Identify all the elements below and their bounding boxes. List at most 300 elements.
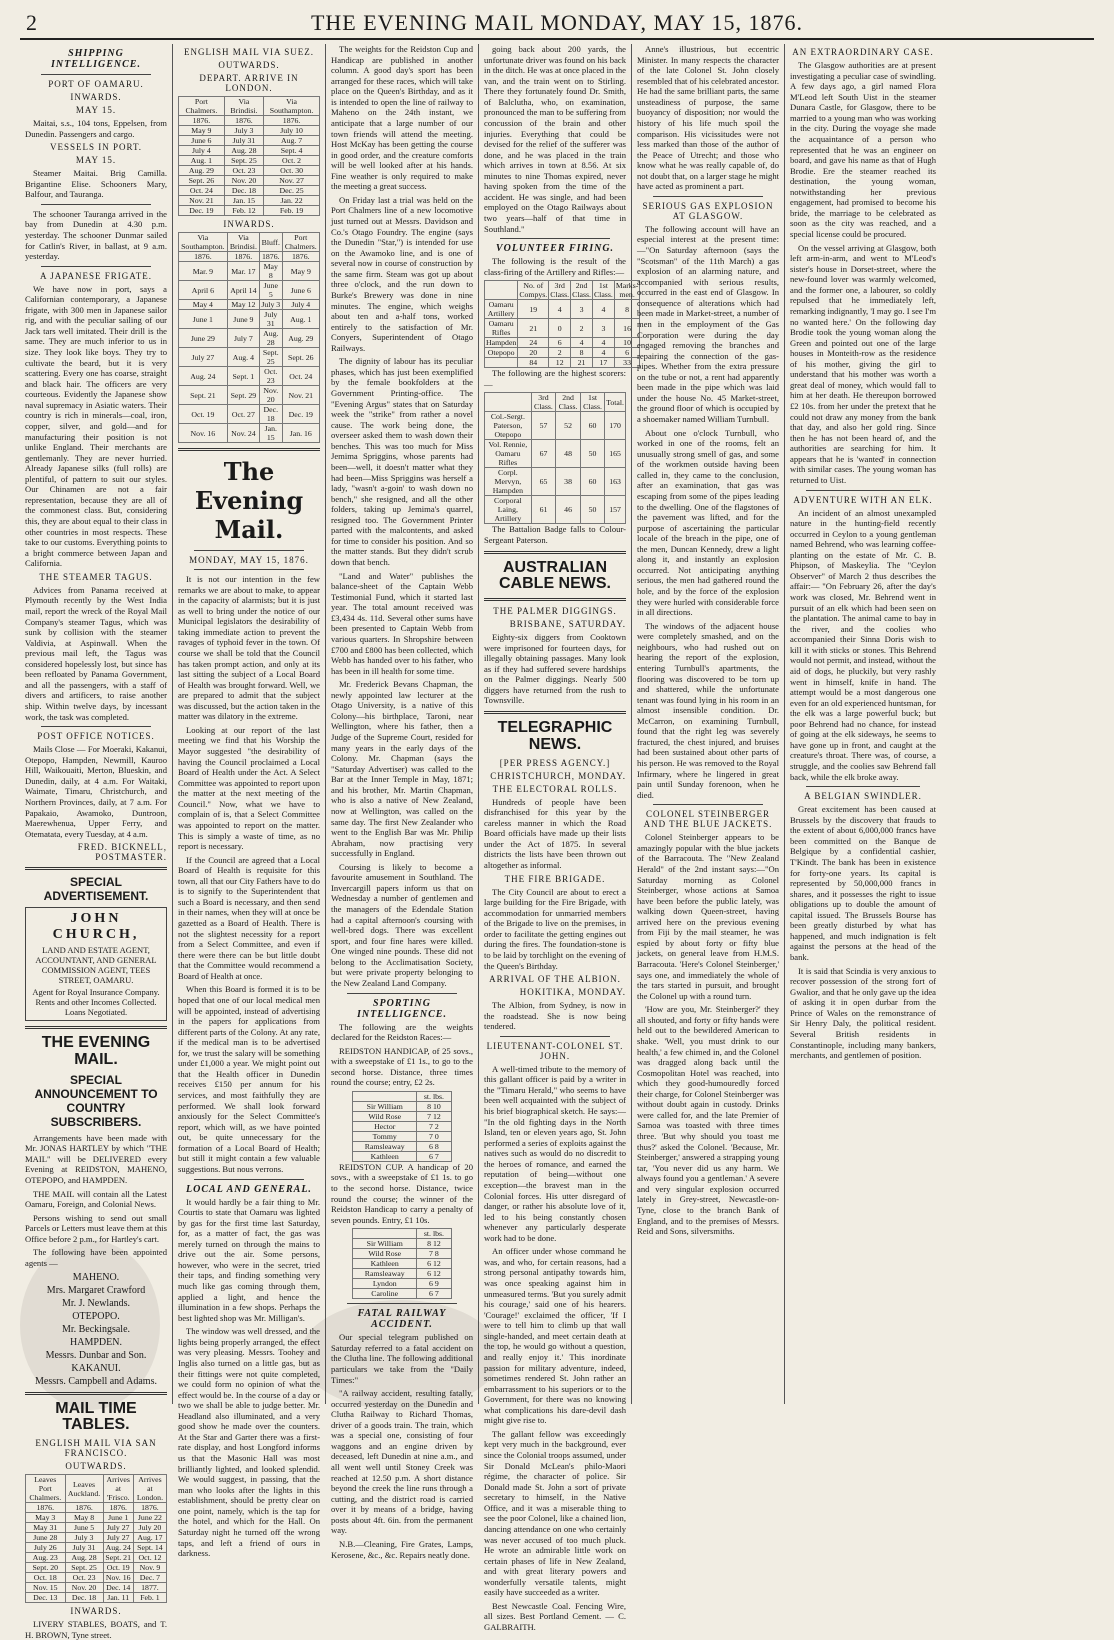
table-row <box>179 424 320 443</box>
table-row <box>353 1259 451 1269</box>
table-cell: July 27 <box>103 1533 133 1543</box>
table-cell: June 28 <box>26 1533 66 1543</box>
table-cell: 20 <box>518 348 549 358</box>
gas-paragraph: The windows of the adjacent house were completely smashed, and on the neighbours, who had rushed out on hearing the report of the explosion, entering Turnbull's apartments, the flooring was discovered to be torn up and shattered, while the unfortunate tenant was found lying in his room in an almost insensible condition. Dr. McCarron, on examining Turnbull, found that the right leg was severely fractured, the chest injured, and bruises had been sustained about other parts of his person. He was removed to the Royal Infirmary, where he lingered in great pain until Sunday forenoon, when he died. <box>637 620 779 800</box>
table-cell: July 27 <box>103 1523 133 1533</box>
st-john-paragraph: An officer under whose command he was, and who, for certain reasons, had a strong personal antipathy towards him, was once speaking against him in unmeasured terms. 'But you surely admit his courage,' said one of his hearers. 'Courage!' exclaimed the officer, 'If I were to tell him to climb up that wall single-handed, and meet certain death at the top, he would go without a question, and really enjoy it.' This inordinate passion for military adventure, indeed, sometimes rendered St. John rather an embarrassment to his superiors or to the Government, for there was no knowing what complications his dare-devil dash might give rise to. <box>484 1246 626 1426</box>
table-row <box>353 1279 451 1289</box>
table-cell: 16 <box>614 319 640 338</box>
post-text: Mails Close — For Moeraki, Kakanui, Otepopo, Hampden, Newmill, Kauroo Hill, Waikouaiti, Merton, Blueskin, and Dunedin, daily, at 4 a.m. For Waitaki, Waimate, Timaru, Christchurch, and Northern Provinces, daily, at 7 a.m. For Papakaio, Awamoko, Duntroon, Maerewhenua, Upper Ferry, and Otematata, every Tuesday, at 4 a.m. <box>25 744 167 839</box>
st-john-paragraph: The gallant fellow was exceedingly kept very much in the background, ever since the Colonial troops assumed, under Sir Donald McLean's philo-Maori régime, the character of police. Sir Donald made St. John a sort of private secretary to himself, in the Native Office, and it was a miserable thing to see the poor Colonel, like a chained lion, dancing attendance on one who certainly was never accused of too much pluck. He wrote an admirable little work on certain phases of life in New Zealand, and with great literary powers and wonderfully versatile talents, might easily have succeeded as a writer. <box>484 1428 626 1598</box>
table-row <box>179 186 320 196</box>
divider <box>41 204 151 205</box>
column-1 <box>20 44 173 1640</box>
table-row <box>179 136 320 146</box>
table-cell: 3 <box>592 319 614 338</box>
sf-table <box>25 1474 167 1603</box>
table-cell: Col.-Sergt. Paterson, Otepopo <box>485 412 532 440</box>
table-cell: Oct. 23 <box>224 166 263 176</box>
table-row <box>179 126 320 136</box>
table-cell: Aug. 28 <box>224 146 263 156</box>
table-cell: Sept. 20 <box>26 1563 66 1573</box>
table-cell: 7 0 <box>417 1131 452 1141</box>
case-paragraph: On the vessel arriving at Glasgow, both left arm-in-arm, and went to M'Leod's sister's house in Dorset-street, where the new-found lover was warmly welcomed, and the former one, a labourer, so coldly repulsed that he immediately left, remarking indignantly, 'I may go. I see I'm no wanted here.' On the following day Brodie took the young woman along the Green and pointed out one of the large houses in Monteith-row as the residence of his mother, giving the girl to understand that his mother was worth a great deal of money, which would fall to him at her death. He thereupon borrowed £2 10s. from her under the pretext that he could not draw any money from the bank that day, and also her gold ring. Since then he has not been heard of, and the authorities are searching for him. It appears that he is 'wanted' in connection with similar cases. The young woman has returned to Uist. <box>790 242 936 485</box>
table-cell: Wild Rose <box>353 1249 417 1259</box>
table-row <box>179 367 320 386</box>
table-row <box>179 116 320 126</box>
table-cell <box>353 1091 417 1101</box>
table-cell: July 26 <box>26 1543 66 1553</box>
table-cell: 10 <box>614 338 640 348</box>
gas-paragraph: About one o'clock Turnbull, who worked in one of the rooms, felt an unusually strong smell of gas, and some of the workmen outside having been called in, they came to the conclusion, after an examination, that gas was escaping from some of the pipes leading to the dwelling. One of the flagstones of the pavement was lifted, and for the purpose of ascertaining the particular locale of the breach in the pipe, one of the men, Duncan Kennedy, drew a light along it, and instantly an explosion occurred. Not anticipating anything serious, the men had gathered round the hole, and by the force of the explosion they were hurled with considerable force in all directions. <box>637 427 779 618</box>
divider <box>500 238 610 239</box>
table-cell: Oct. 27 <box>227 405 259 424</box>
volunteer-scores-table <box>484 392 626 524</box>
table-cell: 84 <box>518 358 549 368</box>
news-paragraph: Mr. Frederick Bevans Chapman, the newly appointed law lecturer at the Otago University, is a native of this Colony—his birthplace, Taroni, near Wellington, where his father, then a Judge of the Supreme Court, resided for many years in the early days of the Colony. Mr. Chapman (says the "Saturday Advertiser) was called to the Bar at the Inner Temple in May, 1871; and his brother, Mr. Martin Chapman, who is also a native of New Zealand, now at Wellington, was called on the same day. The first New Zealander who went to the English Bar was Mr. Philip Abraham, now practising very successfully in England. <box>331 679 473 859</box>
table-cell: Nov. 15 <box>26 1583 66 1593</box>
evening-mail-heading: THE EVENING MAIL. <box>41 1034 151 1068</box>
table-cell: 6 12 <box>417 1259 452 1269</box>
inwards-date: MAY 15. <box>75 105 117 115</box>
table-row <box>179 262 320 281</box>
table-cell: 1876. <box>26 1503 66 1513</box>
column-6 <box>785 44 941 1404</box>
shipping-paragraph: The schooner Tauranga arrived in the bay from Dunedin at 4.30 p.m. yesterday. The schooner Dunmar sailed for Catlin's River, in ballast, at 9 a.m. yesterday. <box>25 208 167 262</box>
table-row <box>26 1513 167 1523</box>
telegraphic-place: CHRISTCHURCH, MONDAY. <box>490 770 626 781</box>
volunteer-table <box>484 280 640 368</box>
table-cell: Sept. 25 <box>65 1563 103 1573</box>
table-row <box>179 281 320 300</box>
table-header-cell: Arrives at London. <box>133 1475 166 1503</box>
local-paragraph: The window was well dressed, and the lights being properly arranged, the effect was very pleasing. Messrs. Toohey and Inglis also turned on a little gas, but as their fittings were not quite completed, we could form no opinion of what the effect would be. In the course of a day or two we shall be able to judge better. Mr. Headland also illuminated, and a very good show he made over the counters. At the Star and Garter there was a first-rate display, and host Longford informs us that the Masonic Hall was most brilliantly lighted, and looked splendid. We would suggest, in passing, that the man who looks after the lights in this establishment, should be pretty clear on one point, namely, which is the tap for the hotel, and which for the Hall. On Saturday night he turned off the wrong taps, and left a friend of ours in darkness. <box>178 1326 320 1559</box>
special-announcement: SPECIAL ANNOUNCEMENT TO COUNTRY SUBSCRIBERS. <box>34 1072 158 1129</box>
table-row <box>353 1131 451 1141</box>
post-heading: POST OFFICE NOTICES. <box>37 731 155 742</box>
double-rule <box>25 867 167 870</box>
table-cell: Oct. 2 <box>264 156 320 166</box>
paper-name: The Evening Mail. <box>194 457 304 544</box>
table-cell: Mar. 9 <box>179 262 228 281</box>
table-cell: Aug. 29 <box>282 329 319 348</box>
double-rule <box>484 711 626 714</box>
elk-text: An incident of an almost unexampled nature in the hunting-field recently occurred in Ceylon to a young gentleman named Behrend, who was learning coffee-planting on the estate of Mr. C. B. Phipson, of Maskeylia. The "Ceylon Observer" of March 2 thus describes the affair:— "On February 26, after the day's work was closed, Mr. Behrend went in pursuit of an elk which had been seen on the plantation. The animal came to bay in the river, and the coolies who accompanied their Sinna Doris wish to kill it with sticks or stones. This Behrend would not permit, and instead, without the aid of dogs, he pluckily, but very rashly went in himself, knife in hand. The attempt would be a most dangerous one even for an old experienced huntsman, for the elk was a large powerful buck; but poor Behrend had no chance, for instead of going at the elk sideways, he seems to have gone up in front, and caught at the creature's throat. There was, of course, a struggle, and the coolies saw Behrend fall back, while the elk broke away. <box>790 507 936 782</box>
table-cell: 1876. <box>133 1503 166 1513</box>
column-2 <box>173 44 326 1559</box>
table-cell: 8 <box>571 348 593 358</box>
table-cell: May 8 <box>65 1513 103 1523</box>
table-cell: 6 <box>549 338 571 348</box>
divider <box>194 1179 304 1180</box>
table-row <box>179 166 320 176</box>
table-cell: Aug. 24 <box>179 367 228 386</box>
table-cell: Corporal Laing, Artillery <box>485 496 532 524</box>
double-rule <box>484 598 626 601</box>
table-cell: Hector <box>353 1121 417 1131</box>
table-header-cell: Leaves Port Chalmers. <box>26 1475 66 1503</box>
table-cell: Aug. 23 <box>26 1553 66 1563</box>
table-cell: 12 <box>549 358 571 368</box>
table-cell: Dec. 13 <box>26 1593 66 1603</box>
mail-time-tables-heading: MAIL TIME TABLES. <box>55 1399 137 1434</box>
agent-name: Messrs. Dunbar and Son. <box>45 1349 147 1361</box>
table-cell: Sept. 25 <box>260 348 283 367</box>
table-cell: Aug. 28 <box>260 329 283 348</box>
reidston-cup: REIDSTON CUP. A handicap of 20 sovs., with a sweepstake of £1 1s. to go to the second horse. Distance, twice round the course; the winner of the Reidston Handicap to carry a penalty of seven pounds. Entry, £1 10s. <box>331 1161 473 1225</box>
divider <box>347 1303 457 1304</box>
table-cell: 3 <box>571 300 593 319</box>
table-cell: Kathleen <box>353 1151 417 1161</box>
table-cell: Oct. 18 <box>26 1573 66 1583</box>
suez-out-table <box>178 96 320 216</box>
agent-place: HAMPDEN. <box>70 1336 122 1348</box>
table-cell: Nov. 9 <box>133 1563 166 1573</box>
st-john-heading: LIEUTENANT-COLONEL ST. JOHN. <box>486 1040 624 1061</box>
table-row <box>353 1269 451 1279</box>
volunteer-badge: The Battalion Badge falls to Colour-Sergeant Paterson. <box>484 524 626 545</box>
agents-intro: The following have been appointed agents — <box>25 1247 167 1268</box>
table-header-cell: Via Southampton. <box>179 233 228 252</box>
table-cell: Hampden <box>486 338 517 348</box>
table-cell: Feb. 1 <box>133 1593 166 1603</box>
table-cell: June 29 <box>179 329 228 348</box>
suez-in-table <box>178 232 320 443</box>
table-header-cell: Bluff. <box>260 233 283 252</box>
agent-place: KAKANUI. <box>71 1362 121 1374</box>
table-header-cell: Via Brindisi. <box>227 233 259 252</box>
table-cell: July 4 <box>179 146 225 156</box>
table-cell: June 6 <box>179 136 225 146</box>
table-header-cell: 1st Class. <box>580 393 604 412</box>
table-cell: Tommy <box>353 1131 417 1141</box>
divider <box>194 550 304 551</box>
column-5 <box>632 44 785 1404</box>
table-cell: Lyndon <box>353 1279 417 1289</box>
news-paragraph: The dignity of labour has its peculiar phases, which has just been exemplified by the female bookfolders at the Government Printing-office. The "Evening Argus" states that on Saturday week the "strike" from rather a novel cause. The work being done, the overseer asked them to wash down their benches. This was too much for Miss Jemima Spriggins, whose parents had been—well, it doesn't matter what they had been—Miss Spriggins was herself a lady, "wasn't a-goin' to wash down no bench," she resigned, and all the other folders, taking up Jemima's quarrel, resigned too. The Government Printer parted with the malcontents, and asked for time to consider his position. And so the matter stands. But they didn't scrub down that bench. <box>331 356 473 567</box>
elk-heading: ADVENTURE WITH AN ELK. <box>793 494 933 505</box>
table-header-cell: Port Chalmers. <box>179 97 225 116</box>
table-cell: Nov. 21 <box>179 196 225 206</box>
table-cell: Dec. 7 <box>133 1573 166 1583</box>
table-cell: June 5 <box>65 1523 103 1533</box>
table-row <box>353 1239 451 1249</box>
table-cell: 157 <box>605 496 626 524</box>
swindler-heading: A BELGIAN SWINDLER. <box>804 791 922 802</box>
post-signature: FRED. BICKNELL, POSTMASTER. <box>77 842 167 863</box>
table-cell: Sept. 26 <box>179 176 225 186</box>
table-cell: 1876. <box>65 1503 103 1513</box>
table-row <box>485 496 626 524</box>
table-cell: 65 <box>531 468 555 496</box>
divider <box>653 196 763 197</box>
table-cell: 7 2 <box>417 1121 452 1131</box>
table-cell: Dec. 19 <box>179 206 225 216</box>
table-cell: Jan. 22 <box>264 196 320 206</box>
editorial-paragraph: When this Board is formed it is to be hoped that one of our local medical men will be appointed, instead of advertising in the papers for applications from different parts of the Colony. At any rate, if the medical man is to be advertised for, we trust the salary will be something under £1,000 a year. We might point out that the Health officer in Dunedin receives £150 per annum for his services, and most faithfully they are performed. We shall look forward anxiously for the Select Committee's report, which will, as we have pointed out, be quite unnecessary for the formation of a Local Board of Health; but still it might contain a few valuable suggestions. But nous verrons. <box>178 984 320 1174</box>
table-row <box>179 310 320 329</box>
news-paragraph: Anne's illustrious, but eccentric Minister. In many respects the character of the late Colonel St. John closely resembled that of his celebrated ancestor. He had the same brilliant parts, the same unsteadiness of purpose, the same buoyancy of disposition; nor would the history of his life much spoil the comparison. His vicissitudes were not less marked than those of the author of the Peace of Utrecht; and those who know what he was really capable of, do not doubt that, on a larger stage he might have acted as prominent a part. <box>637 44 779 192</box>
table-cell: Oct. 12 <box>133 1553 166 1563</box>
table-cell: Dec. 18 <box>65 1593 103 1603</box>
table-header-cell: No. of Compys. <box>519 281 548 300</box>
agent-place: MAHENO. <box>72 1271 120 1283</box>
agent-name: Mrs. Margaret Crawford <box>46 1284 146 1296</box>
table-cell: Dec. 14 <box>103 1583 133 1593</box>
table-cell: July 31 <box>260 310 283 329</box>
table-cell: Oamaru Artillery <box>485 300 518 319</box>
agent-name: Mr. J. Newlands. <box>61 1297 131 1309</box>
agent-place: OTEPOPO. <box>72 1310 120 1322</box>
table-cell: 2 <box>571 319 593 338</box>
persons-text: Persons wishing to send out small Parcels or Letters must leave them at this Office before 2 p.m., for Hartley's cart. <box>25 1212 167 1244</box>
page-title: THE EVENING MAIL MONDAY, MAY 15, 1876. <box>310 10 804 35</box>
volunteer-intro: The following is the result of the class-firing of the Artillery and Rifles:— <box>484 256 626 277</box>
table-cell: 38 <box>556 468 581 496</box>
table-cell: Oct. 24 <box>179 186 225 196</box>
table-cell: 6 8 <box>417 1141 452 1151</box>
table-cell: July 31 <box>224 136 263 146</box>
table-cell: st. lbs. <box>417 1229 452 1239</box>
volunteer-scores-intro: The following are the highest scorers:— <box>484 368 626 389</box>
albion-place: HOKITIKA, MONDAY. <box>519 987 626 998</box>
table-cell: 6 12 <box>417 1269 452 1279</box>
st-john-paragraph: A well-timed tribute to the memory of this gallant officer is paid by a writer in the "Timaru Herald," who seems to have been well acquainted with the subject of his brief biographical sketch. He says:— "In the old fighting days in the North Island, ten or eleven years ago, St. John performed a series of exploits against the natives such as would do no discredit to the heroes of romance, and earned the reputation of being—without one exception—the bravest man in the Colonial forces. His utter disregard of danger, or rather his absolute love of it, led to his being constantly chosen whenever any particularly desperate work had to be done. <box>484 1063 626 1243</box>
local-paragraph: It would hardly be a fair thing to Mr. Courtis to state that Oamaru was lighted by gas for the first time last Saturday, for, as a matter of fact, the gas was merely turned on through the mains to drive out the air. Some persons, however, who were in the secret, tried their taps, and finding something very much like gas coming through them, applied a light, and hence the illumination in a few shops. Perhaps the best lighted shop was Mr. Milligan's. <box>178 1196 320 1323</box>
table-cell: 4 <box>549 300 571 319</box>
table-row <box>353 1101 451 1111</box>
gas-paragraph: The following account will have an especial interest at the present time:—"On Saturday afternoon (says the "Scotsman" of the 11th March) a gas explosion of an alarming nature, and accompanied with serious results, occurred in the east end of Glasgow. In consequence of alterations which had been made in Market-street, a number of men in the employment of the Gas Corporation were during the day engaged removing the branches and repairing the connection of the gas-pipes. Whether from the extra pressure on the tube or not, a rent had apparently been made in the pipe which was laid under the house No. 45 Market-street, the ground floor of which is occupied by a shoemaker named William Turnbull. <box>637 223 779 424</box>
inwards-heading: INWARDS. <box>70 92 122 102</box>
table-cell: Oct. 23 <box>65 1573 103 1583</box>
double-rule <box>25 1026 167 1029</box>
news-paragraph: On Friday last a trial was held on the Port Chalmers line of a new locomotive just turned out at Messrs. Davidson and Co.'s Otago Foundry. The engine (says the Dunedin "Star,") is intended for use on the Awamoko line, and is one of several now in course of construction by the same firm. Steam was got up about three o'clock, and the run down to Burke's Brewery was done in nine minutes. The engine, which weighs about ten and a-half tons, worked entirely to the satisfaction of Mr. Conyers, Superintendent of Otago Railways. <box>331 194 473 353</box>
table-header-cell: Port Chalmers. <box>282 233 319 252</box>
mail-contain-text: THE MAIL will contain all the Latest Oamaru, Foreign, and Colonial News. <box>25 1188 167 1210</box>
table-cell: Sept. 29 <box>227 386 259 405</box>
table-cell: Corpl. Mervyn, Hampden <box>485 468 532 496</box>
table-cell: Nov. 27 <box>264 176 320 186</box>
table-cell: 7 8 <box>417 1249 452 1259</box>
albion-heading: ARRIVAL OF THE ALBION. <box>489 974 621 985</box>
table-cell: Oct. 23 <box>260 367 283 386</box>
steinberger-paragraph: 'How are you, Mr. Steinberger?' they all shouted, and forty or fifty hands were held out to the bewildered American to shake. 'Well, you must drink to our health,' a few chimed in, and the Colonel was dragged along back until the Cosmopolitan Hotel was reached, into which they good-humouredly forced their charge, for Colonel Steinberger was without doubt again in custody. Drinks were called for, and the late Premier of Samoa was toasted with three times three. 'But why should you toast me thus?' asked the Colonel. 'Because, Mr. Steinberger,' answered a strapping young tar, 'You never did us any harm. We always found you a gentleman.' A severe and very singular explosion occurred lately in Grey-street, Newcastle-on-Tyne, close to the branch Bank of England, and to the premises of Messrs. Reid and Sons, silversmiths. <box>637 1004 779 1237</box>
table-cell: June 22 <box>133 1513 166 1523</box>
table-cell: July 20 <box>133 1523 166 1533</box>
sporting-heading: SPORTING INTELLIGENCE. <box>357 997 447 1020</box>
table-cell: July 10 <box>264 126 320 136</box>
table-cell: Jan. 16 <box>282 424 319 443</box>
special-ad-heading: SPECIAL ADVERTISEMENT. <box>43 875 149 904</box>
table-cell: 24 <box>518 338 549 348</box>
table-cell: Ramsleaway <box>353 1141 417 1151</box>
palmer-place: BRISBANE, SATURDAY. <box>509 619 626 630</box>
table-header-cell: 1st Class. <box>593 281 613 300</box>
albion-text: The Albion, from Sydney, is now in the roadstead. She is now being tendered. <box>484 1000 626 1032</box>
table-cell: July 3 <box>224 126 263 136</box>
case-paragraph: The Glasgow authorities are at present investigating a peculiar case of swindling. A few days ago, a girl named Flora M'Leod left South Uist in the steamer Dunara Castle, for Glasgow, there to be married to a young man who was working in the city. During the voyage she made the acquaintance of a person who represented that he was an engineer on board, and gave his name as that of Hugh Brodie. Ere the steamer reached its destination, the young woman, notwithstanding her previous engagement, had promised to become his bride, the marriage to be celebrated as soon as the city was reached, and a special license could be procured. <box>790 60 936 239</box>
table-cell: 33 <box>614 358 640 368</box>
sf-outwards: OUTWARDS. <box>65 1461 127 1472</box>
table-cell: 1877. <box>133 1583 166 1593</box>
table-cell: Aug. 1 <box>282 310 319 329</box>
table-row <box>26 1593 167 1603</box>
church-advertisement <box>25 907 167 1021</box>
telegraphic-agency: [PER PRESS AGENCY.] <box>499 757 611 768</box>
table-cell: Aug. 1 <box>179 156 225 166</box>
table-cell: Dec. 18 <box>224 186 263 196</box>
table-cell: 50 <box>580 496 604 524</box>
table-cell: Aug. 4 <box>227 348 259 367</box>
table-row <box>485 319 640 338</box>
divider <box>500 1036 610 1037</box>
table-cell: 6 7 <box>417 1151 452 1161</box>
table-cell: Sept. 1 <box>227 367 259 386</box>
table-cell: Nov. 20 <box>260 386 283 405</box>
table-cell: Feb. 19 <box>264 206 320 216</box>
table-cell: Oct. 19 <box>179 405 228 424</box>
suez-heading: ENGLISH MAIL VIA SUEZ. <box>184 47 314 57</box>
table-row <box>179 206 320 216</box>
table-row <box>26 1543 167 1553</box>
swindler-paragraph: It is said that Scindia is very anxious to recover possession of the strong fort of Gwalior, and that he only gave up the idea of asking it in open durbar from the Prince of Wales on the remonstrance of Sir Henry Daly, the political resident. Several British residents in Constantinople, including many bankers, merchants, and gentlemen of position. <box>790 965 936 1061</box>
news-paragraph: The weights for the Reidston Cup and Handicap are published in another column. A good day's sport has been arranged for these races, which will take place on the Queen's Birthday, and as it is intended to open the line of railway to Maheno on the 24th instant, we anticipate that a large number of our town friends will attend the meeting. Host McKay has been getting the course in good order, and the creature comforts will be well looked after at his hands. Fine weather is only required to make the meeting a great success. <box>331 44 473 192</box>
port-heading: PORT OF OAMARU. <box>48 79 144 89</box>
table-row <box>179 252 320 262</box>
table-row <box>353 1151 451 1161</box>
table-cell: 1876. <box>264 116 320 126</box>
table-cell: July 3 <box>261 300 281 309</box>
table-cell: 2 <box>549 348 571 358</box>
col4-footer: Best Newcastle Coal. Fencing Wire, all sizes. Best Portland Cement. — C. GALBRAITH. <box>484 1600 626 1632</box>
fire-heading: THE FIRE BRIGADE. <box>504 873 606 884</box>
sf-heading: ENGLISH MAIL VIA SAN FRANCISCO. <box>35 1438 157 1459</box>
table-cell: Nov. 24 <box>227 424 259 443</box>
table-row <box>179 405 320 424</box>
table-cell: 21 <box>571 358 593 368</box>
agent-name: Mr. Beckingsale. <box>61 1323 131 1335</box>
inwards-text: Maitai, s.s., 104 tons, Eppelsen, from Dunedin. Passengers and cargo. <box>25 118 167 139</box>
table-cell: June 9 <box>227 310 259 329</box>
table-row <box>485 348 640 358</box>
table-cell: Nov. 16 <box>179 424 228 443</box>
arrangement-text: Arrangements have been made with Mr. JONAS HARTLEY by which "THE MAIL" will be DELIVERED every Evening at REIDSTON, MAHENO, OTEPOPO, and HAMPDEN. <box>25 1132 167 1186</box>
table-cell: 8 <box>614 300 640 319</box>
table-row <box>179 176 320 186</box>
table-cell: May 31 <box>26 1523 66 1533</box>
table-row <box>485 468 626 496</box>
palmer-text: Eighty-six diggers from Cooktown were imprisoned for fourteen days, for illegally obtaining passages. Many look as if they had suffered severe hardships on the Palmer diggings. Nearly 500 diggers have returned from the rush to Townsville. <box>484 632 626 706</box>
table-row <box>485 358 640 368</box>
table-cell: 67 <box>531 440 555 468</box>
table-cell: July 27 <box>179 348 228 367</box>
table-cell: June 5 <box>260 281 283 300</box>
agent-name: Messrs. Campbell and Adams. <box>35 1375 157 1387</box>
table-cell: Oct. 19 <box>103 1563 133 1573</box>
tagus-text: Advices from Panama received at Plymouth recently by the West India mail, report the wreck of the Royal Mail Company's steamer Tagus, which was sunk by collision with the steamer Valdivia, at Aspinwall. When the previous mail left, the Tagus was considered hopelessly lost, but since has been refloated by Panama Government, and all the passengers, with a staff of divers and artificers, to raise another ship. Within twelve days, by incessant work, the task was completed. <box>25 584 167 722</box>
suez-subheading: DEPART. ARRIVE IN LONDON. <box>199 73 299 93</box>
table-cell <box>485 358 518 368</box>
table-cell: Kathleen <box>353 1259 417 1269</box>
table-cell: Dec. 25 <box>264 186 320 196</box>
table-cell: Sir William <box>353 1101 417 1111</box>
palmer-heading: THE PALMER DIGGINGS. <box>493 606 617 617</box>
divider <box>347 993 457 994</box>
table-cell: May 3 <box>26 1513 66 1523</box>
table-cell: 4 <box>571 338 593 348</box>
table-header-cell: 3rd Class. <box>550 281 570 300</box>
table-cell: Aug. 24 <box>103 1543 133 1553</box>
table-row <box>26 1573 167 1583</box>
divider <box>806 490 920 491</box>
table-cell: Mar. 17 <box>227 262 259 281</box>
gas-explosion-heading: SERIOUS GAS EXPLOSION AT GLASGOW. <box>642 200 774 221</box>
church-agent: Agent for Royal Insurance Company. Rents and other Incomes Collected. <box>32 987 160 1008</box>
table-header-cell: Total. <box>605 393 626 412</box>
table-row <box>353 1249 451 1259</box>
reidston-handicap: REIDSTON HANDICAP, of 25 sovs., with a sweepstake of £1 1s., to go to the second horse. Distance, three times round the course; entry, £2 2s. <box>331 1045 473 1088</box>
steinberger-heading: COLONEL STEINBERGER AND THE BLUE JACKETS. <box>643 809 773 830</box>
table-cell: Dec. 19 <box>282 405 319 424</box>
table-header-cell <box>485 281 518 300</box>
table-cell: June 1 <box>179 310 228 329</box>
divider <box>194 569 304 570</box>
table-cell: May 9 <box>179 126 225 136</box>
table-cell: Vol. Rennie, Oamaru Rifles <box>485 440 532 468</box>
divider <box>41 74 151 75</box>
table-cell: 4 <box>592 338 614 348</box>
divider <box>806 786 920 787</box>
table-cell: 1876. <box>282 252 319 262</box>
table-cell: May 4 <box>179 300 228 310</box>
table-row <box>179 300 320 310</box>
rolls-text: Hundreds of people have been disfranchised for this year by the careless manner in which the Road Board officials have made up their lists under the Act of 1875. In several districts the lists have been thrown out altogether as informal. <box>484 796 626 870</box>
table-cell: June 6 <box>282 281 319 300</box>
table-cell: July 4 <box>282 300 319 310</box>
table-cell: 1876. <box>179 252 228 262</box>
table-row <box>485 412 626 440</box>
table-cell: 6 7 <box>417 1289 452 1299</box>
frigate-text: We have now in port, says a Californian contemporary, a Japanese frigate, with 300 men in Japanese sailor rig, and with the peculiar sailing of our Jack tars well imitated. Their drill is the same. They are much inferior to us in size. They look like boys. They try to cultivate the beard, but it is very scattering. Every one has coarse, straight and black hair. The officers are very courteous. Evidently the Japanese show naval supremacy in Asiatic waters. Their country is rich in minerals—coal, iron, copper, silver, and gold—and for manufacturing their position is not unlike England. Their merchants are gentlemanly. They are never hurried. Already Japanese silks (full rolls) are plentiful, of pattern to suit our styles. Our Chinamen are not a fair representation, because they are all of the commonest class. But, considering this, they are about equal to their class in other countries in most respects. These take to our customs. Everything points to a bright commerce between Japan and California. <box>25 283 167 569</box>
table-cell: 8 12 <box>417 1239 452 1249</box>
table-cell: July 3 <box>65 1533 103 1543</box>
table-cell: Sir William <box>353 1239 417 1249</box>
date-line: MONDAY, MAY 15, 1876. <box>189 555 309 565</box>
table-row <box>353 1289 451 1299</box>
news-paragraph: Coursing is likely to become a favourite amusement in Southland. The Invercargill papers inform us that on Wednesday a number of gentlemen and the managers of the Edendale Station had a capital afternoon's coursing with well-bred dogs. There was excellent sport, and four fine hares were killed. One winged nine pounds. These did not belong to the Acclimatisation Society, but were private property belonging to the New Zealand Land Company. <box>331 861 473 988</box>
table-cell: 7 12 <box>417 1111 452 1121</box>
table-cell: Aug. 28 <box>65 1553 103 1563</box>
table-cell: 0 <box>549 319 571 338</box>
divider <box>653 804 763 805</box>
table-cell: 19 <box>518 300 549 319</box>
handicap-weights-table <box>352 1091 451 1162</box>
column-4 <box>479 44 639 1632</box>
table-cell: Aug. 7 <box>264 136 320 146</box>
table-cell: 4 <box>592 300 614 319</box>
vessels-heading: VESSELS IN PORT. <box>49 142 143 153</box>
table-cell: Sept. 21 <box>179 386 228 405</box>
table-cell: 6 <box>614 348 640 358</box>
table-row <box>179 329 320 348</box>
extraordinary-case-heading: AN EXTRAORDINARY CASE. <box>792 47 934 57</box>
table-cell: Ramsleaway <box>353 1269 417 1279</box>
news-paragraph: "Land and Water" publishes the balance-sheet of the Captain Webb Testimonial Fund, which it started last year. The total amount received was £3,434 4s. 11d. Several other sums have been presented to Captain Webb from various quarters. In Shropshire between £700 and £800 has been collected, which Webb has handed over to his father, who has been in ill health for some time. <box>331 570 473 676</box>
shipping-heading: SHIPPING INTELLIGENCE. <box>51 48 141 70</box>
table-cell: 46 <box>556 496 581 524</box>
table-row <box>179 196 320 206</box>
table-cell: Wild Rose <box>353 1111 417 1121</box>
